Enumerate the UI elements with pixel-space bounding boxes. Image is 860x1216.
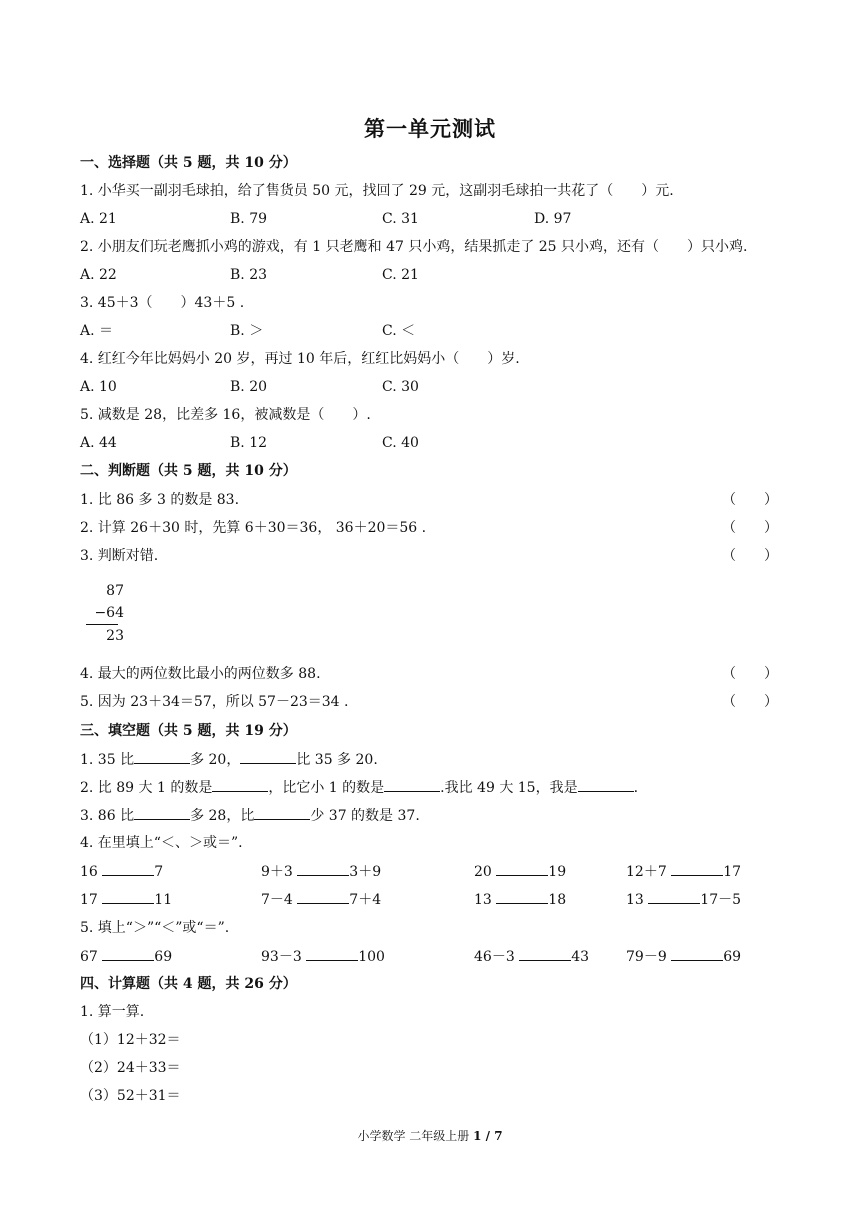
choice-question-3: 3. 45＋3（ ）43＋5 . <box>80 295 245 311</box>
compare-item: 79－9 69 <box>626 946 741 967</box>
judge-answer-paren-1: （ ） <box>722 492 778 508</box>
judge-question-5: 5. 因为 23＋34＝57，所以 57－23＝34 . <box>80 694 349 710</box>
judge-question-2: 2. 计算 26＋30 时，先算 6＋30＝36， 36＋20＝56 . <box>80 520 427 536</box>
compare-item: 17 11 <box>80 889 172 910</box>
compare-item: 67 69 <box>80 946 172 967</box>
fill-blank[interactable] <box>134 749 190 764</box>
fill-question-5: 5. 填上“＞”“＜”或“＝”. <box>80 920 230 936</box>
compare-item: 20 19 <box>474 861 566 882</box>
fill-blank[interactable] <box>240 749 296 764</box>
compare-item: 12＋7 17 <box>626 861 741 882</box>
choice-q3-option-a: A. ＝ <box>80 323 114 339</box>
vertical-subtrahend: −64 <box>94 605 124 621</box>
fill-q1-text-a: 1. 35 比 <box>80 752 135 768</box>
compare-item: 13 17－5 <box>626 889 741 910</box>
vertical-result: 23 <box>106 628 124 644</box>
footer-label: 小学数学 二年级上册 <box>357 1129 470 1143</box>
fill-question-4: 4. 在里填上“＜、＞或＝”. <box>80 835 243 851</box>
calc-item-2: （2）24＋33＝ <box>80 1060 181 1076</box>
fill-blank[interactable] <box>384 777 440 792</box>
compare-blank[interactable] <box>671 861 723 876</box>
compare-item: 16 7 <box>80 861 163 882</box>
fill-q2-text-c: .我比 49 大 15，我是 <box>440 780 578 796</box>
compare-item: 93－3 100 <box>261 946 385 967</box>
choice-question-5: 5. 减数是 28，比差多 16，被减数是（ ）. <box>80 407 371 423</box>
choice-q4-option-c: C. 30 <box>382 379 419 395</box>
fill-q3-text-c: 少 37 的数是 37. <box>310 808 420 824</box>
fill-blank[interactable] <box>254 805 310 820</box>
fill-q2-text-d: . <box>633 780 639 796</box>
calc-question-1: 1. 算一算. <box>80 1004 145 1020</box>
compare-blank[interactable] <box>648 889 700 904</box>
fill-q2-text-a: 2. 比 89 大 1 的数是 <box>80 780 213 796</box>
compare-blank[interactable] <box>519 946 571 961</box>
judge-answer-paren-4: （ ） <box>722 666 778 682</box>
choice-q5-option-c: C. 40 <box>382 435 419 451</box>
compare-item: 46－3 43 <box>474 946 589 967</box>
compare-blank[interactable] <box>102 861 154 876</box>
fill-q1-text-b: 多 20， <box>190 752 241 768</box>
compare-blank[interactable] <box>496 889 548 904</box>
fill-question-2 <box>80 777 638 797</box>
fill-blank[interactable] <box>212 777 268 792</box>
vertical-minuend: 87 <box>106 583 124 599</box>
choice-q3-option-b: B. ＞ <box>230 323 264 339</box>
fill-question-3 <box>80 805 420 825</box>
choice-question-1: 1. 小华买一副羽毛球拍，给了售货员 50 元，找回了 29 元，这副羽毛球拍一共花了（ ）元. <box>80 183 674 199</box>
footer-page-number: 1 / 7 <box>473 1129 503 1143</box>
judge-answer-paren-2: （ ） <box>722 520 778 536</box>
compare-item: 13 18 <box>474 889 566 910</box>
choice-q4-option-a: A. 10 <box>80 379 117 395</box>
choice-question-4: 4. 红红今年比妈妈小 20 岁，再过 10 年后，红红比妈妈小（ ）岁. <box>80 351 520 367</box>
page-footer <box>0 1127 860 1144</box>
judge-question-1: 1. 比 86 多 3 的数是 83. <box>80 492 240 508</box>
calc-item-3: （3）52＋31＝ <box>80 1088 181 1104</box>
choice-q1-option-b: B. 79 <box>230 211 268 227</box>
choice-q5-option-b: B. 12 <box>230 435 268 451</box>
compare-blank[interactable] <box>496 861 548 876</box>
section-heading-fill: 三、填空题（共 5 题，共 19 分） <box>80 723 297 739</box>
choice-q1-option-d: D. 97 <box>534 211 572 227</box>
fill-q3-text-a: 3. 86 比 <box>80 808 135 824</box>
choice-q4-option-b: B. 20 <box>230 379 268 395</box>
choice-q1-option-a: A. 21 <box>80 211 117 227</box>
page-title: 第一单元测试 <box>364 116 496 141</box>
choice-q5-option-a: A. 44 <box>80 435 117 451</box>
choice-question-2: 2. 小朋友们玩老鹰抓小鸡的游戏，有 1 只老鹰和 47 只小鸡，结果抓走了 25 只小鸡，还有（ ）只小鸡. <box>80 239 748 255</box>
calc-item-1: （1）12＋32＝ <box>80 1032 181 1048</box>
section-heading-choice: 一、选择题（共 5 题，共 10 分） <box>80 155 297 171</box>
section-heading-judge: 二、判断题（共 5 题，共 10 分） <box>80 463 297 479</box>
choice-q2-option-a: A. 22 <box>80 267 117 283</box>
vertical-subtraction <box>84 580 124 647</box>
compare-item: 7－4 7＋4 <box>261 889 381 910</box>
choice-q2-option-b: B. 23 <box>230 267 268 283</box>
choice-q2-option-c: C. 21 <box>382 267 419 283</box>
compare-item: 9＋3 3＋9 <box>261 861 381 882</box>
fill-q3-text-b: 多 28，比 <box>190 808 255 824</box>
judge-question-3: 3. 判断对错. <box>80 548 159 564</box>
judge-answer-paren-3: （ ） <box>722 548 778 564</box>
fill-q2-text-b: ，比它小 1 的数是 <box>268 780 385 796</box>
choice-q3-option-c: C. ＜ <box>382 323 416 339</box>
compare-blank[interactable] <box>306 946 358 961</box>
section-heading-calc: 四、计算题（共 4 题，共 26 分） <box>80 976 297 992</box>
judge-answer-paren-5: （ ） <box>722 694 778 710</box>
choice-q1-option-c: C. 31 <box>382 211 419 227</box>
compare-blank[interactable] <box>671 946 723 961</box>
compare-blank[interactable] <box>297 861 349 876</box>
judge-question-4: 4. 最大的两位数比最小的两位数多 88. <box>80 666 321 682</box>
fill-blank[interactable] <box>578 777 634 792</box>
fill-blank[interactable] <box>134 805 190 820</box>
fill-question-1 <box>80 749 378 769</box>
compare-blank[interactable] <box>102 889 154 904</box>
fill-q1-text-c: 比 35 多 20. <box>296 752 378 768</box>
compare-blank[interactable] <box>297 889 349 904</box>
compare-blank[interactable] <box>102 946 154 961</box>
